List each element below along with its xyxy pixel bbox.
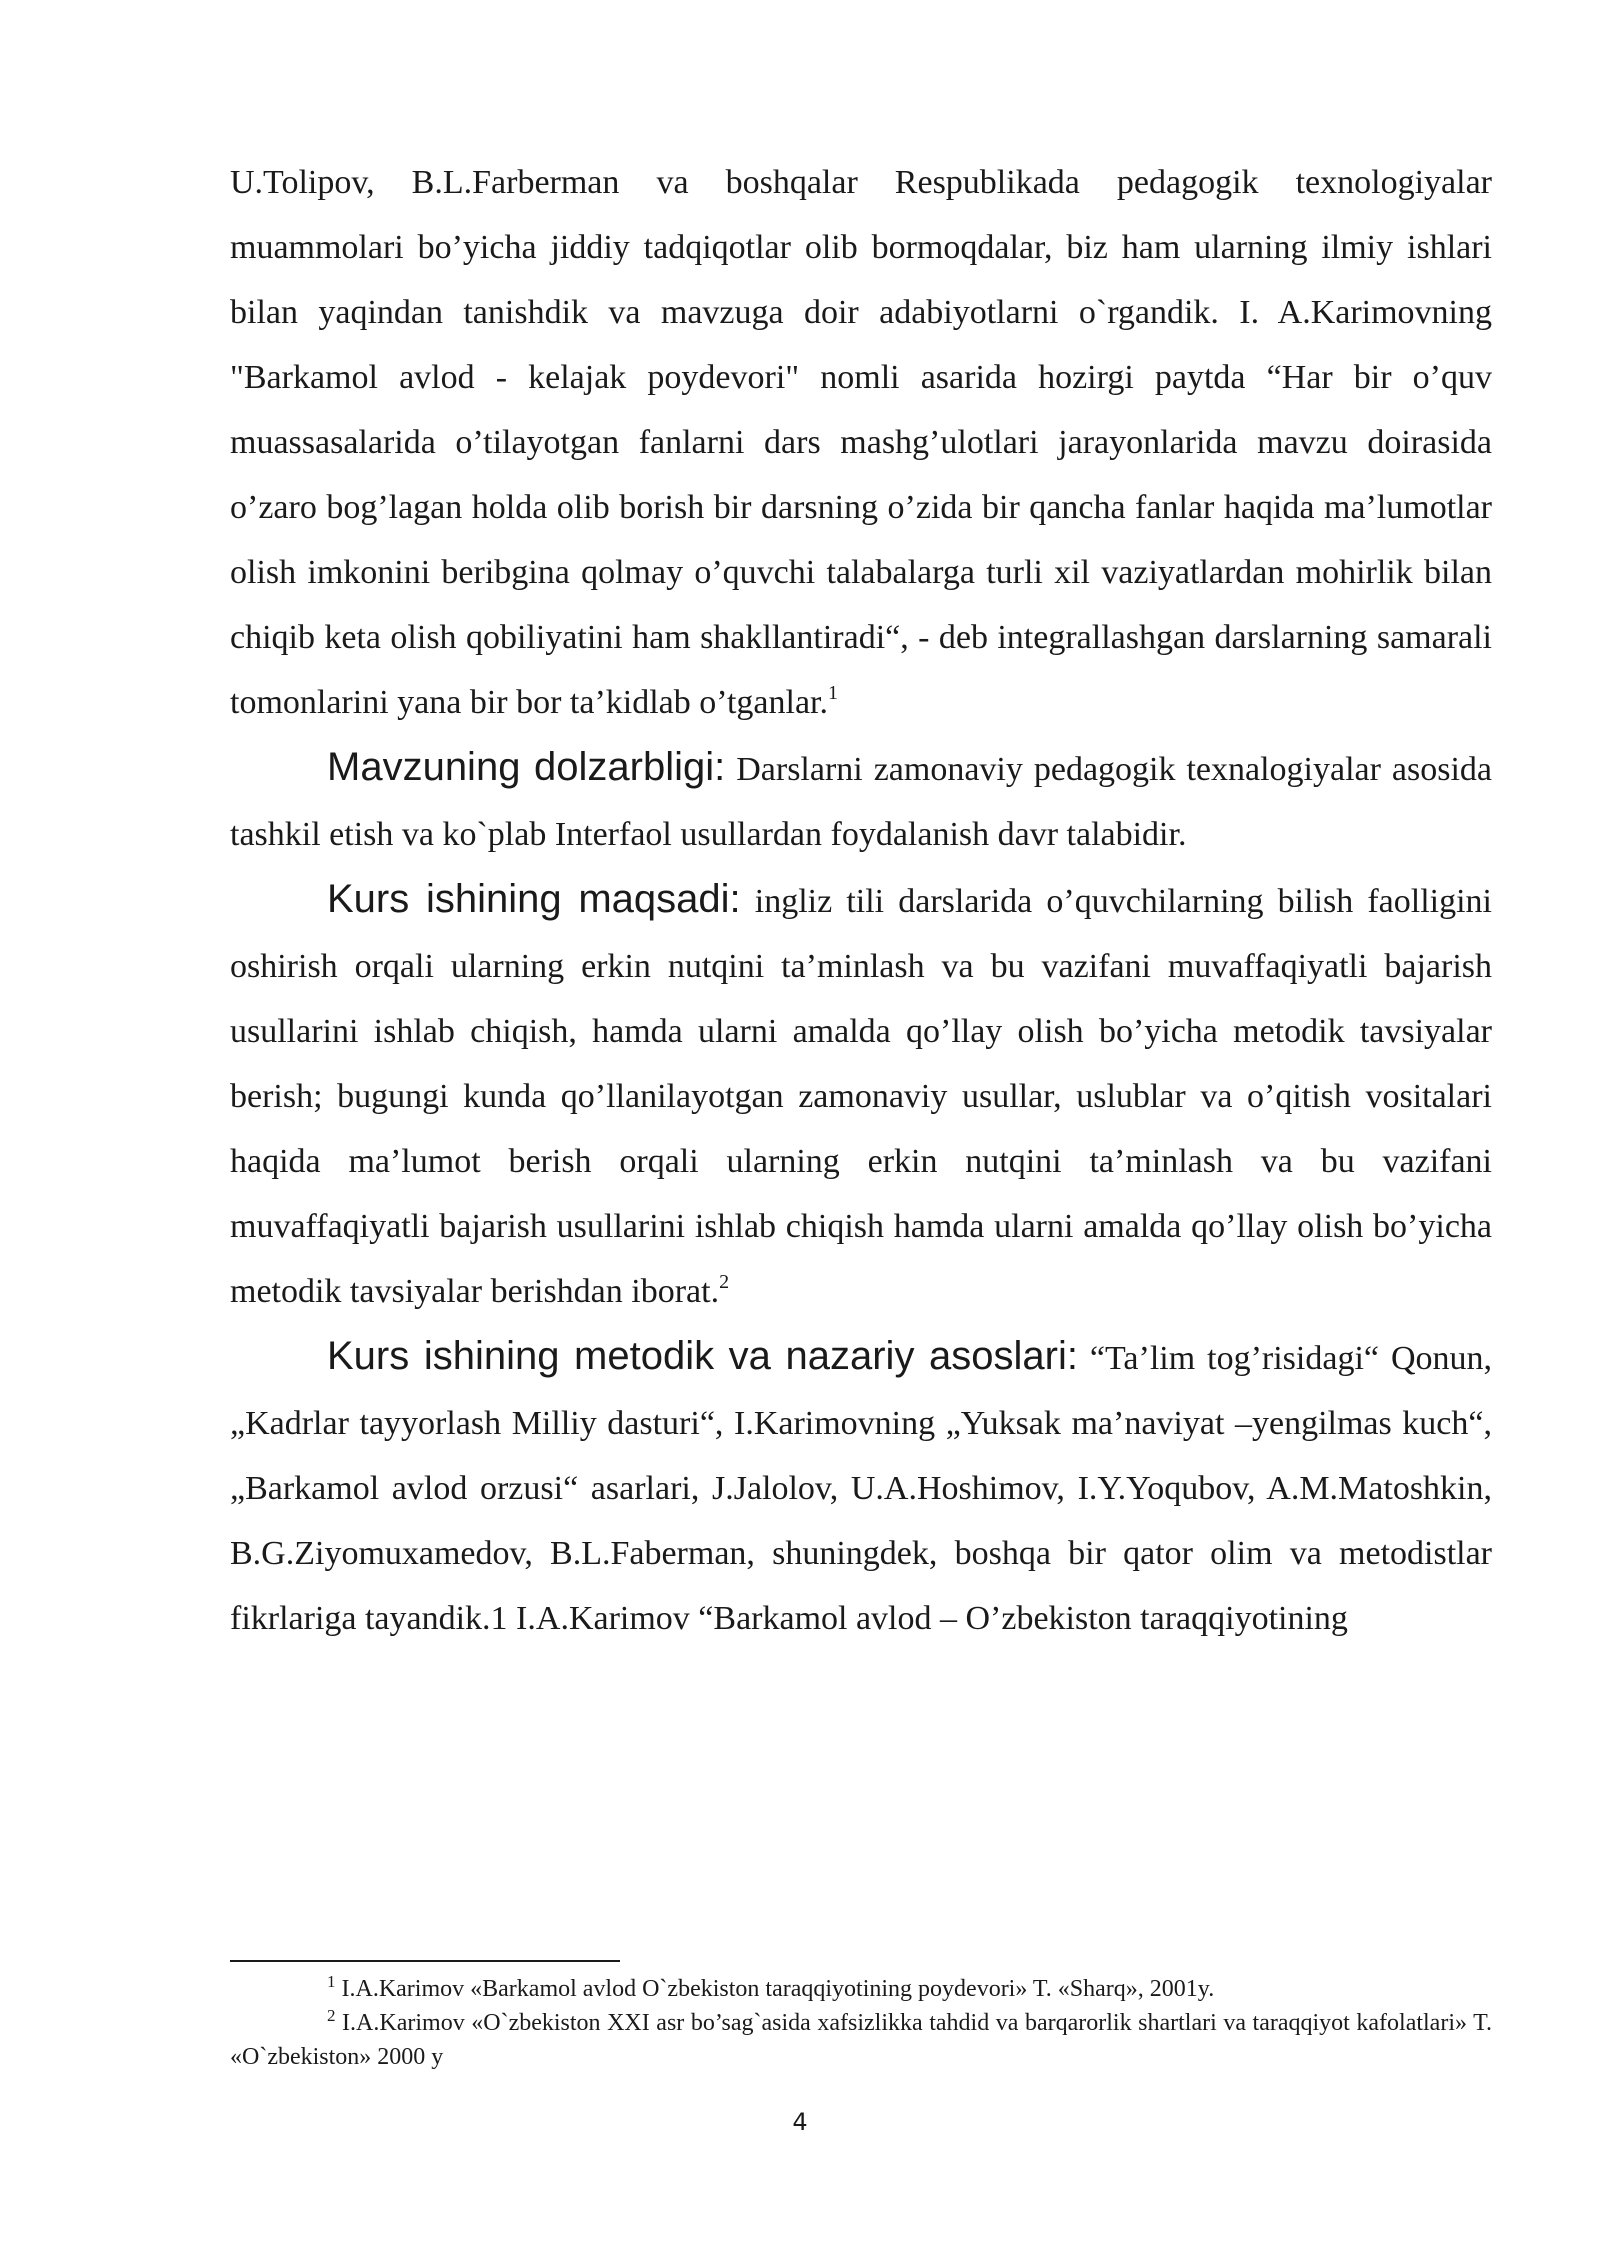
- footnote-2-mark: 2: [327, 2006, 336, 2025]
- page-number: 4: [792, 2108, 808, 2136]
- paragraph-intro: [230, 150, 1492, 735]
- paragraph-goal: [230, 867, 1492, 1324]
- footnotes: [230, 1972, 1492, 2074]
- footnote-1-text: I.A.Karimov «Barkamol avlod O`zbekiston taraqqiyotining poydevori» T. «Sharq», 2001y.: [335, 1976, 1215, 2002]
- relevance-text: Darslarni zamonaviy pedagogik texnalogiyalar asosida tashkil etish va ko`plab Interfaol usullardan foydalanish davr talabidir.: [230, 751, 1493, 853]
- footnote-1: [230, 1972, 1492, 2006]
- footnote-2-text: I.A.Karimov «O`zbekiston XXI asr bo’sag`asida xafsizlikka tahdid va barqarorlik shartlari va taraqqiyot kafolatlari» T. «O`zbekiston» 2000 y: [230, 2010, 1492, 2070]
- footnote-2: [230, 2006, 1492, 2074]
- paragraph-foundations: [230, 1324, 1492, 1651]
- footnote-ref-2: 2: [719, 1270, 730, 1293]
- paragraph-relevance: [230, 735, 1492, 867]
- foundations-heading: Kurs ishining metodik va nazariy asoslari:: [327, 1334, 1078, 1378]
- paragraph-intro-text: U.Tolipov, B.L.Farberman va boshqalar Respublikada pedagogik texnologiyalar muammolari bo’yicha jiddiy tadqiqotlar olib bormoqdalar, biz ham ularning ilmiy ishlari bilan yaqindan tanishdik va mavzuga doir adabiyotlarni o`rgandik. I. A.Karimovning "Barkamol avlod - kelajak poydevori" nomli asarida hozirgi paytda “Har bir o’quv muassasalarida o’tilayotgan fanlarni dars mashg’ulotlari jarayonlarida mavzu doirasida o’zaro bog’lagan holda olib borish bir darsning o’zida bir qancha fanlar haqida ma’lumotlar olish imkonini beribgina qolmay o’quvchi talabalarga turli xil vaziyatlardan mohirlik bilan chiqib keta olish qobiliyatini ham shakllantiradi“, - deb integrallashgan darslarning samarali tomonlarini yana bir bor ta’kidlab o’tganlar.: [230, 164, 1492, 721]
- footnote-ref-1: 1: [828, 681, 838, 704]
- body-text: [230, 150, 1492, 1651]
- goal-text: ingliz tili darslarida o’quvchilarning bilish faolligini oshirish orqali ularning erkin nutqini ta’minlash va bu vazifani muvaffaqiyatli bajarish usullarini ishlab chiqish, hamda ularni amalda qo’llay olish bo’yicha metodik tavsiyalar berish; bugungi kunda qo’llanilayotgan zamonaviy usullar, uslublar va o’qitish vositalari haqida ma’lumot berish orqali ularning erkin nutqini ta’minlash va bu vazifani muvaffaqiyatli bajarish usullarini ishlab chiqish hamda ularni amalda qo’llay olish bo’yicha metodik tavsiyalar berishdan iborat.: [230, 883, 1492, 1310]
- goal-heading: Kurs ishining maqsadi:: [327, 877, 741, 921]
- footnote-separator: [230, 1960, 620, 1962]
- relevance-heading: Mavzuning dolzarbligi:: [327, 745, 726, 789]
- foundations-text: “Ta’lim tog’risidagi“ Qonun, „Kadrlar tayyorlash Milliy dasturi“, I.Karimovning „Yuksak ma’naviyat –yengilmas kuch“, „Barkamol avlod orzusi“ asarlari, J.Jalolov, U.A.Hoshimov, I.Y.Yoqubov, A.M.Matoshkin, B.G.Ziyomuxamedov, B.L.Faberman, shuningdek, boshqa bir qator olim va metodistlar fikrlariga tayandik.1 I.A.Karimov “Barkamol avlod – O’zbekiston taraqqiyotining: [230, 1340, 1492, 1637]
- footnote-1-mark: 1: [327, 1972, 336, 1991]
